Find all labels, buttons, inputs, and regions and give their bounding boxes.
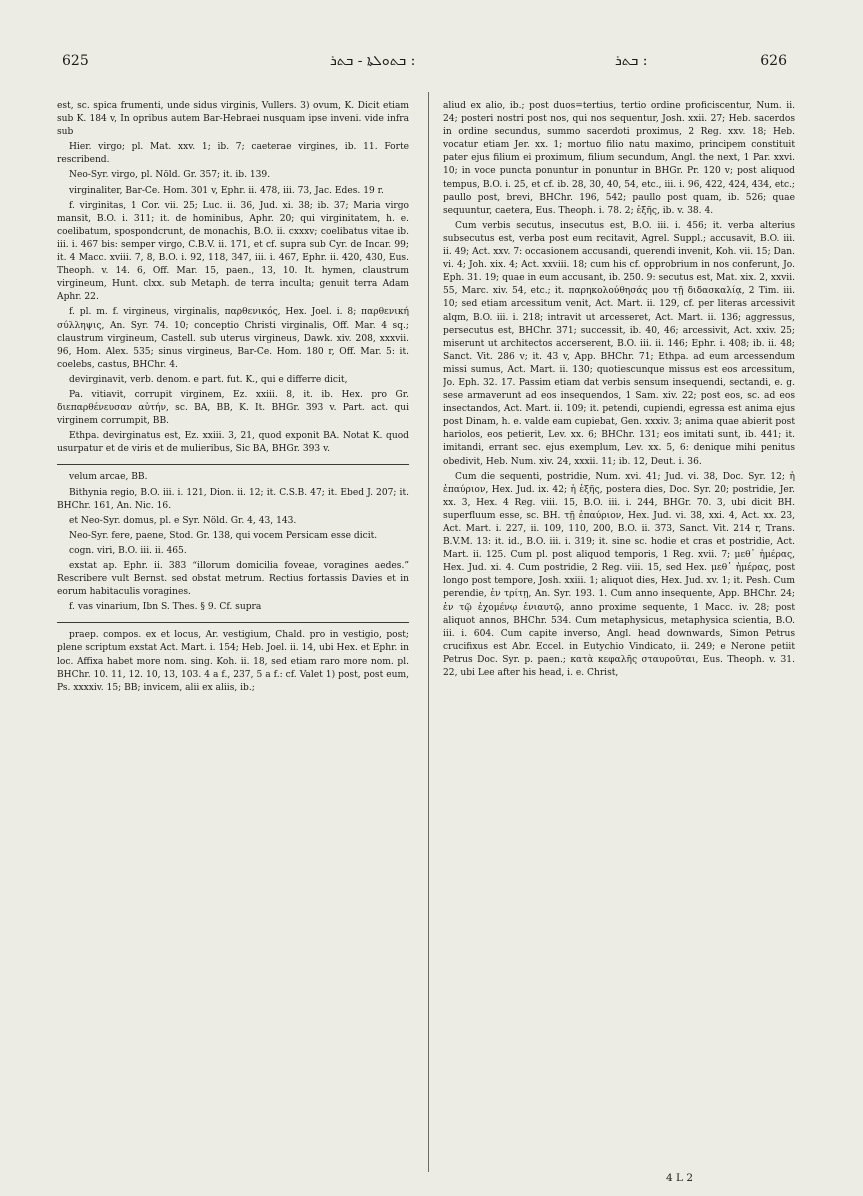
- entry: devirginavit, verb. denom. e part. fut. K., qui e differre dicit,: [69, 374, 348, 385]
- signature-mark: 4 L 2: [666, 1172, 694, 1184]
- page-number-left: 625: [62, 53, 89, 69]
- left-column: [57, 100, 409, 1175]
- entry: et Neo-Syr. domus, pl. e Syr. Nöld. Gr. 4, 43, 143.: [69, 515, 297, 526]
- entry: Ethpa. devirginatus est, Ez. xxiii. 3, 21, quod exponit BA. Notat K. quod usurpatur et de viris et de mulieribus, Sic BA, BHGr. 393 v.: [57, 431, 409, 455]
- page-number-right: 626: [760, 53, 787, 69]
- entry: Hier. virgo; pl. Mat. xxv. 1; ib. 7; caeterae virgines, ib. 11. Forte rescribend.: [57, 142, 409, 166]
- entry: praep. compos. ex et locus, Ar. vestigium, Chald. pro in vestigio, post; plene scriptum exstat Act. Mart. i. 154; Heb. Joel. ii. 14, ubi Hex. et Ephr. in loc. Affixa habet more nom. sing. Koh. ii. 18, sed etiam raro more nom. pl. BHChr. 10. 11, 12. 10, 13, 103. 4 a f., 237, 5 a f.: cf. Valet 1) post, post eum, Ps. xxxxiv. 15; BB; invicem, alii ex aliis, ib.;: [57, 630, 409, 693]
- entry: exstat ap. Ephr. ii. 383 “illorum domicilia foveae, voragines aedes.” Rescribere vult Bernst. sed obstat metrum. Rectius fortassis Davies et in eorum habitaculis voragines.: [57, 561, 409, 598]
- entry: aliud ex alio, ib.; post duos=tertius, tertio ordine proficiscentur, Num. ii. 24; posteri nostri post nos, qui nos sequentur, Josh. xxii. 27; Heb. sacerdos in ordine secundus, summo sacerdoti proximus, 2 Reg. xxv. 18; Heb. vocatur etiam Jer. xx. 1; mortuo filio natu maximo, principem constituit pater ejus filium ei proximum, filium secundum, Angl. the next, 1 Par. xxvi. 10; in voce puncta ponuntur in ponuntur in BHGr. Pr. 120 v; post aliquod tempus, B.O. i. 25, et cf. ib. 28, 30, 40, 54, etc., iii. i. 96, 422, 424, 434, etc.; paullo post, brevi, BHChr. 196, 542; paullo post quam, ib. 526; quae sequuntur, caetera, Eus. Theoph. i. 78. 2; ἑξῆς, ib. v. 38. 4.: [443, 101, 795, 216]
- entry: f. pl. m. f. virgineus, virginalis, παρθενικός, Hex. Joel. i. 8; παρθενική σύλληψις, An. Syr. 74. 10; conceptio Christi virginalis, Off. Mar. 4 sq.; claustrum virgineum, Castell. sub uterus virgineus, Dawk. xiv. 208, xxxvii. 96, Hom. Alex. 535; sinus virgineus, Bar-Ce. Hom. 180 r, Off. Mar. 5: it. coelebs, castus, BHChr. 4.: [57, 307, 409, 370]
- right-column: [443, 100, 795, 1170]
- entry: Pa. vitiavit, corrupit virginem, Ez. xxiii. 8, it. ib. Hex. pro Gr. διεπαρθένευσαν αὐτήν, sc. BA, BB, K. It. BHGr. 393 v. Part. act. qui virginem corrumpit, BB.: [57, 389, 409, 427]
- entry: velum arcae, BB.: [69, 472, 148, 483]
- section-rule: [57, 622, 409, 623]
- section-rule: [57, 464, 409, 465]
- entry: Cum die sequenti, postridie, Num. xvi. 41; Jud. vi. 38, Doc. Syr. 12; ἡ ἐπαύριον, Hex. Jud. ix. 42; ἡ ἑξῆς, postera dies, Doc. Syr. 20; postridie, Jer. xx. 3, Hex. 4 Reg. viii. 15, B.O. iii. i. 244, BHGr. 70. 3, ubi dicit BH. superfluum esse, sc. BH. τῇ ἐπαύριον, Hex. Jud. vi. 38, xxi. 4, Act. xx. 23, Act. Mart. i. 227, ii. 109, 110, 200, B.O. ii. 373, Sanct. Vit. 214 r, Trans. B.V.M. 13: it. id., B.O. iii. i. 319; it. sine sc. hodie et cras et postridie, Act. Mart. ii. 125. Cum pl. post aliquod temporis, 1 Reg. xvii. 7; μεθ᾽ ἡμέρας, Hex. Jud. xi. 4. Cum postridie, 2 Reg. viii. 15, sed Hex. μεθ᾽ ἡμέρας, post longo post tempore, Josh. xxiii. 1; aliquot dies, Hex. Jud. xv. 1; it. Pesh. Cum perendie, ἐν τρίτῃ, An. Syr. 193. 1. Cum anno insequente, App. BHChr. 24; ἐν τῷ ἐχομένῳ ἐνιαυτῷ, anno proxime sequente, 1 Macc. iv. 28; post aliquot annos, BHChr. 534. Cum metaphysicus, metaphysica scientia, B.O. iii. i. 604. Cum capite inverso, Angl. head downwards, Simon Petrus crucifixus est Abr. Eccel. in Eutychio Vindicato, ii. 249; e Nerone petiit Petrus Doc. Syr. p. paen.; κατὰ κεφαλῆς σταυροῦται, Eus. Theoph. v. 31. 22, ubi Lee after his head, i. e. Christ,: [443, 471, 795, 679]
- entry: cogn. viri, B.O. iii. ii. 465.: [69, 545, 187, 556]
- running-head-right: ܒܬܪ :: [615, 53, 648, 69]
- running-head-left: ܒܬܘܠܬܐ - ܒܬܪ :: [330, 53, 416, 69]
- entry: f. vas vinarium, Ibn S. Thes. § 9. Cf. supra: [69, 602, 262, 613]
- entry: Bithynia regio, B.O. iii. i. 121, Dion. ii. 12; it. C.S.B. 47; it. Ebed J. 207; it. BHChr. 161, An. Nic. 16.: [57, 487, 409, 511]
- entry: f. virginitas, 1 Cor. vii. 25; Luc. ii. 36, Jud. xi. 38; ib. 37; Maria virgo mansit, B.O. i. 311; it. de hominibus, Aphr. 20; qui virginitatem, h. e. coelibatum, spospondcrunt, de monachis, B.O. ii. cxxxv; coelibatus vitae ib. iii. i. 467 bis: semper virgo, C.B.V. ii. 171, et cf. supra sub Cyr. de Incar. 99; it. 4 Macc. xviii. 7, 8, B.O. i. 92, 118, 347, iii. i. 467, Ephr. ii. 420, 430, Eus. Theoph. v. 14. 6, Off. Mar. 15, paen., 13, 10. It. hymen, claustrum virgineum, Hunt. clxx. sub Metaph. de terra inculta; genuit terra Adam Aphr. 22.: [57, 200, 409, 303]
- entry: Cum verbis secutus, insecutus est, B.O. iii. i. 456; it. verba alterius subsecutus est, verba post eum recitavit, Agrel. Suppl.; accusavit, B.O. iii. ii. 49; Act. xxv. 7: occasionem accusandi, querendi invenit, Koh. vii. 15; Dan. vi. 4; Joh. xix. 4; Act. xxviii. 18; cum his cf. opprobrium in nos conferunt, Jo. Eph. 31. 19; quae in eum accusant, ib. 250. 9: secutus est, Mat. xix. 2, xxvii. 55, Marc. xiv. 54, etc.; it. παρηκολούθησάς μου τῇ διδασκαλίᾳ, 2 Tim. iii. 10; sed etiam arcessitum venit, Act. Mart. ii. 129, cf. per literas arcessivit alqm, B.O. iii. i. 218; intravit ut arcesseret, Act. Mart. ii. 136; aggressus, persecutus est, BHChr. 371; successit, ib. 40, 46; arcessivit, Act. xxiv. 25; miserunt ut architectos accerserent, B.O. iii. ii. 146; Ephr. i. 408; ib. ii. 48; Sanct. Vit. 286 v; it. 43 v, App. BHChr. 71; Ethpa. ad eum arcessendum missi sumus, Act. Mart. ii. 130; quotiescunque missus est eos arcessitum, Jo. Eph. 32. 17. Passim etiam dat verbis sensum insequendi, sectandi, e. g. sese armaverunt ad eos insequendos, 1 Sam. xiv. 22; post eos, sc. ad eos insectandos, Act. Mart. ii. 109; it. petendi, cupiendi, egressa est anima ejus post Dinam, h. e. valde eam cupiebat, Gen. xxxiv. 3; anima quae abierit post hariolos, eos petierit, Lev. xx. 6; BHChr. 131; eos imitati sunt, ib. 441; it. imitandi, errant sec. ejus exemplum, Lev. xx. 5, 6: denique mihi penitus obedivit, Heb. Num. xiv. 24, xxxii. 11; ib. 12, Deut. i. 36.: [443, 220, 795, 467]
- entry: est, sc. spica frumenti, unde sidus virginis, Vullers. 3) ovum, K. Dicit etiam sub K. 184 v, In opribus autem Bar-Hebraei nusquam ipse inveni. vide infra sub: [57, 101, 409, 138]
- entry: Neo-Syr. virgo, pl. Nöld. Gr. 357; it. ib. 139.: [69, 170, 271, 181]
- entry: Neo-Syr. fere, paene, Stod. Gr. 138, qui vocem Persicam esse dicit.: [69, 530, 378, 541]
- entry: virginaliter, Bar-Ce. Hom. 301 v, Ephr. ii. 478, iii. 73, Jac. Edes. 19 r.: [69, 185, 384, 196]
- column-divider: [428, 92, 429, 1172]
